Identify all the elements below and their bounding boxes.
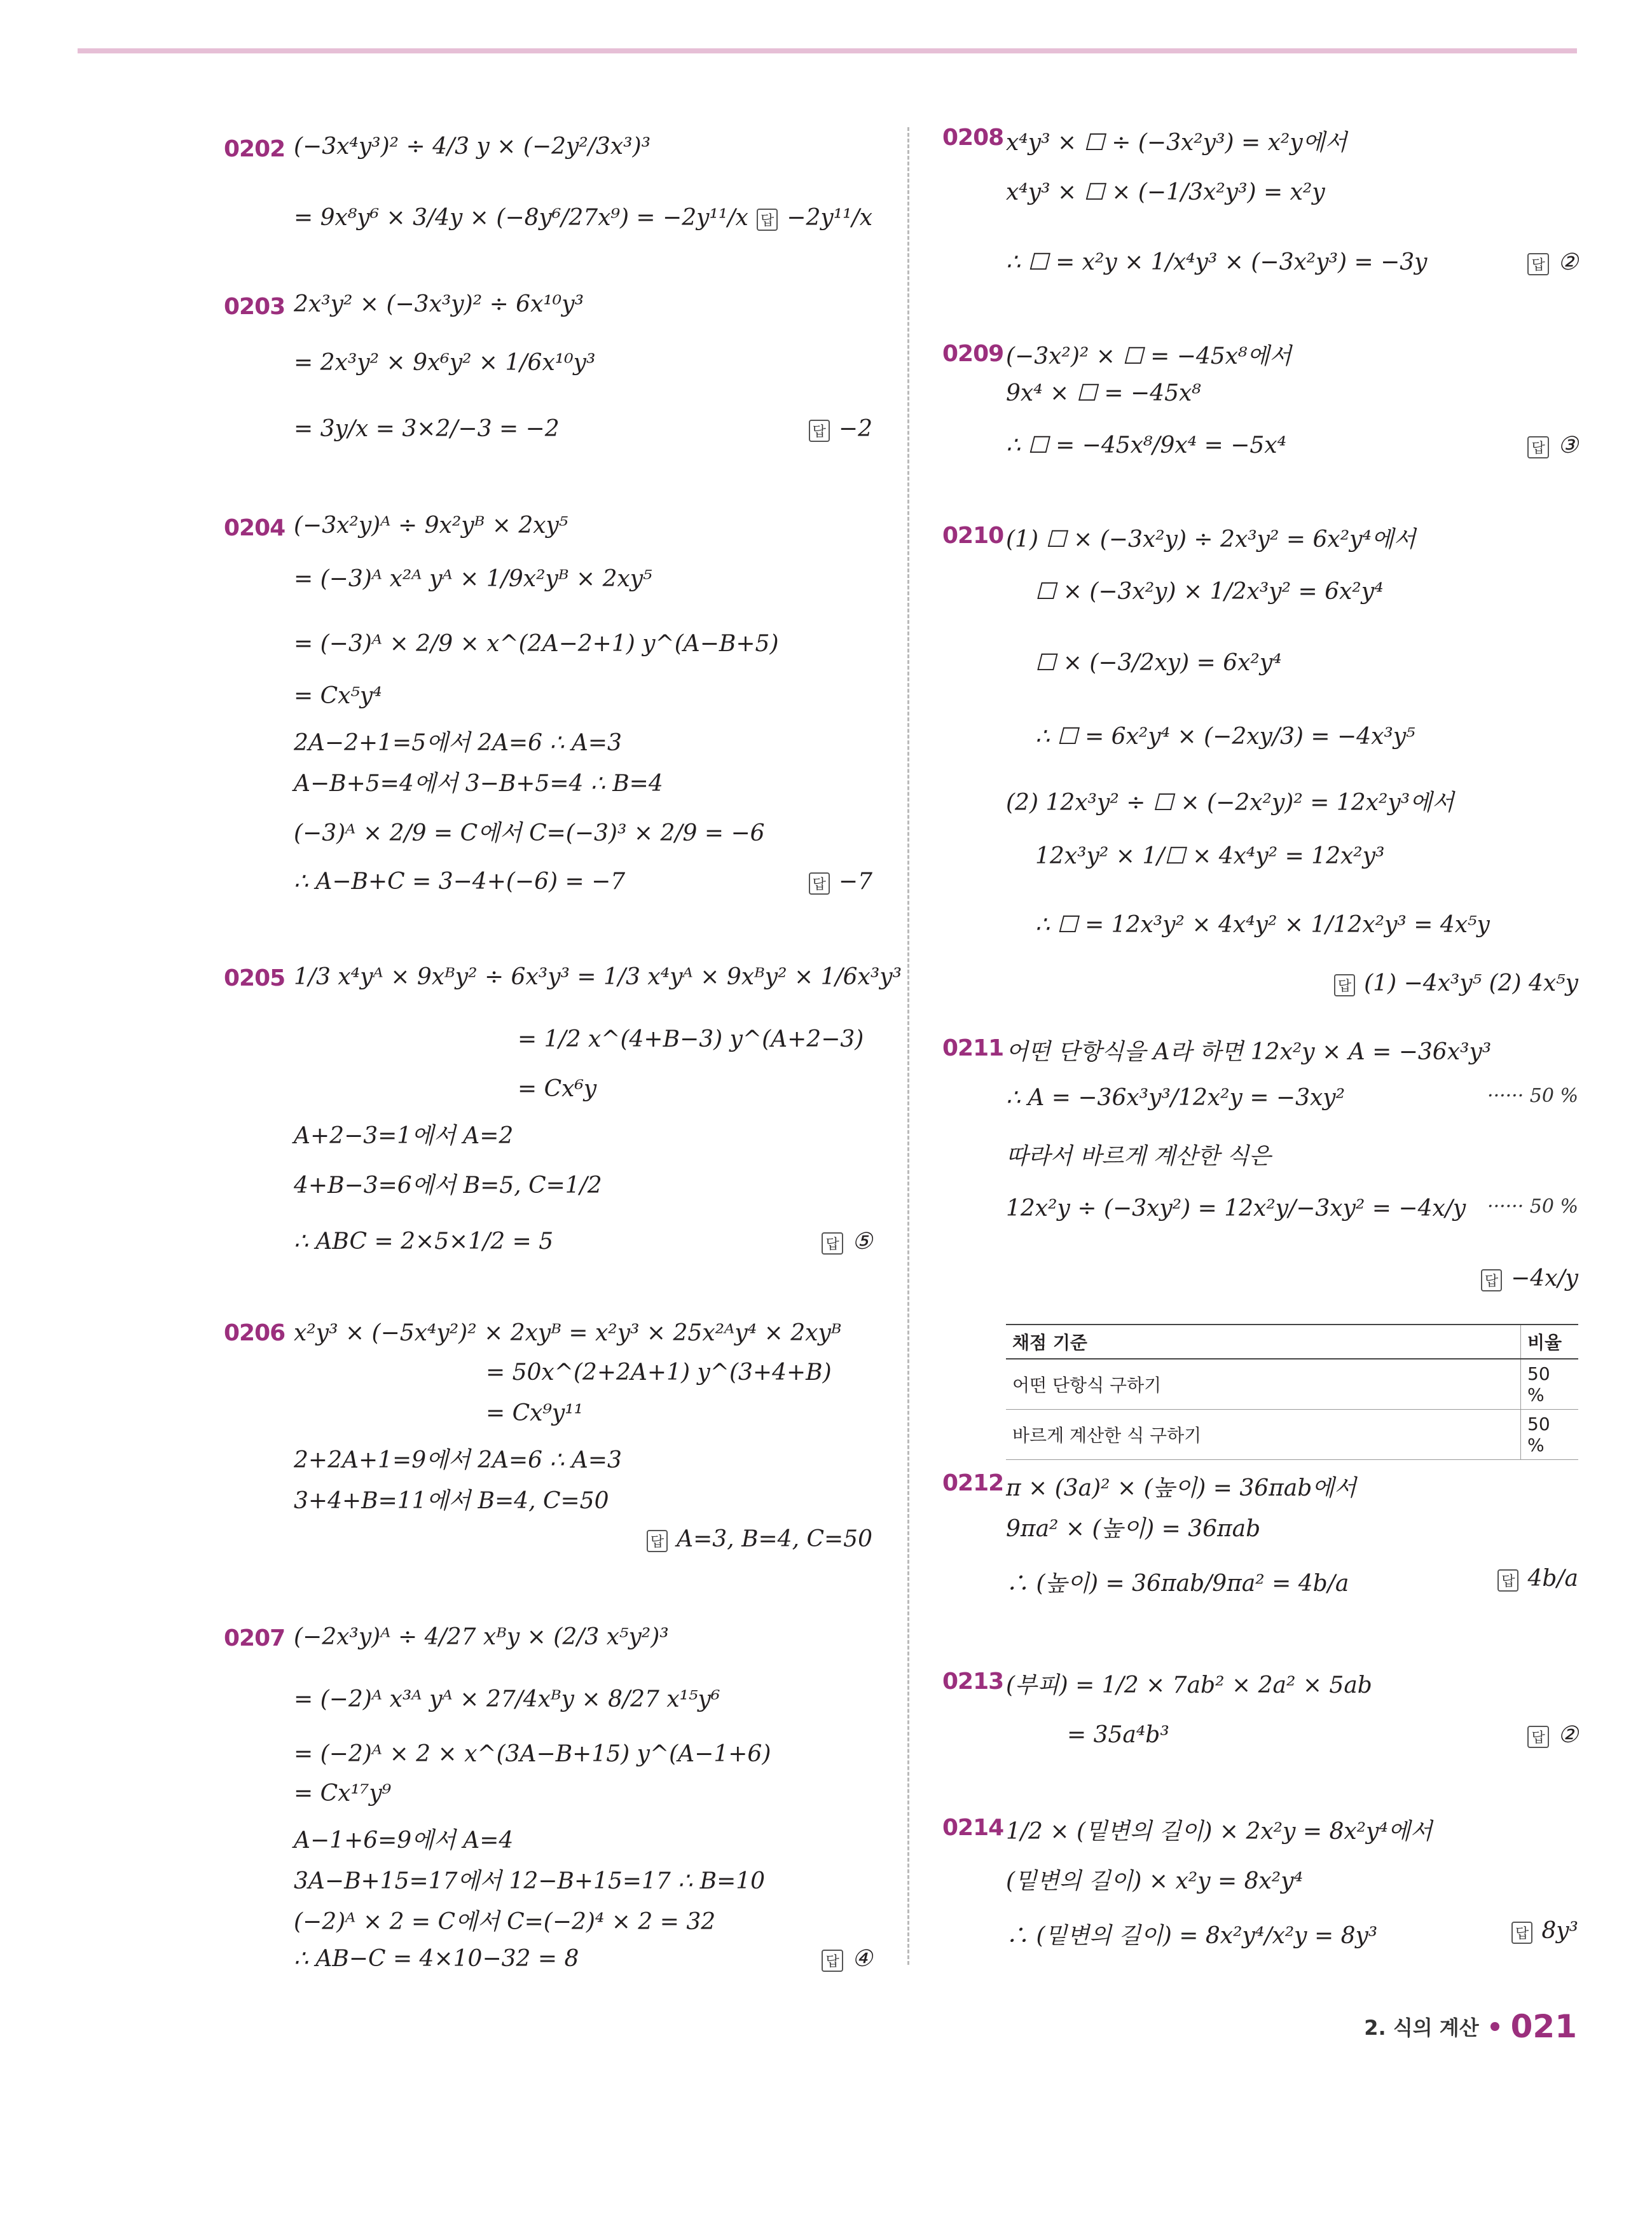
answer-value: (1) −4x³y⁵ (2) 4x⁵y [1364,970,1578,996]
answer [1527,1722,1578,1748]
solution-line: A−B+5=4에서 3−B+5=4 ∴ B=4 [294,771,663,797]
solution-line: 2+2A+1=9에서 2A=6 ∴ A=3 [294,1447,622,1473]
solution-line: = Cx⁹y¹¹ [486,1400,584,1426]
answer-tag: 답 [822,1232,843,1255]
problem-number: 0210 [942,523,1004,549]
grading-criteria: 바르게 계산한 식 구하기 [1006,1410,1521,1460]
solution-line: 9πa² × (높이) = 36πab [1006,1516,1261,1542]
answer-value: ④ [851,1946,872,1972]
problem-number: 0208 [942,125,1004,151]
problem-number: 0203 [224,294,286,320]
answer-value: A=3, B=4, C=50 [677,1526,872,1552]
solution-line: (−3x²y)ᴬ ÷ 9x²yᴮ × 2xy⁵ [294,513,568,539]
points-note: ······ 50 % [1487,1085,1578,1107]
grading-ratio: 50 % [1521,1359,1579,1410]
answer-value: 8y³ [1541,1918,1578,1944]
solution-line: 9x⁴ × ☐ = −45x⁸ [1006,380,1201,406]
solution-line: 1/2 × (밑변의 길이) × 2x²y = 8x²y⁴에서 [1006,1819,1433,1845]
solution-line: (부피) = 1/2 × 7ab² × 2a² × 5ab [1006,1672,1372,1698]
problem-number: 0214 [942,1815,1004,1841]
solution-line: (−2x³y)ᴬ ÷ 4/27 xᴮy × (2/3 x⁵y²)³ [294,1624,669,1650]
chapter-title: 2. 식의 계산 [1364,2016,1479,2040]
solution-line: (−3x²)² × ☐ = −45x⁸에서 [1006,343,1291,369]
answer-tag: 답 [809,420,830,442]
answer-value: ⑤ [851,1229,872,1255]
answer-tag: 답 [1497,1569,1518,1592]
solution-line: ∴ A = −36x³y³/12x²y = −3xy² [1006,1085,1346,1111]
solution-line: A+2−3=1에서 A=2 [294,1123,514,1149]
solution-line: = (−3)ᴬ × 2/9 × x^(2A−2+1) y^(A−B+5) [294,631,779,657]
solution-line: = (−2)ᴬ x³ᴬ yᴬ × 27/4xᴮy × 8/27 x¹⁵y⁶ [294,1686,720,1712]
solution-line: = (−3)ᴬ x²ᴬ yᴬ × 1/9x²yᴮ × 2xy⁵ [294,566,652,592]
solution-line: 12x²y ÷ (−3xy²) = 12x²y/−3xy² = −4x/y [1006,1195,1466,1222]
answer [809,416,872,442]
page-number: 021 [1510,2008,1577,2045]
answer-value: ② [1557,1722,1578,1748]
answer-tag: 답 [1481,1269,1502,1291]
solution-line: (밑변의 길이) × x²y = 8x²y⁴ [1006,1868,1303,1894]
problem-number: 0211 [942,1035,1004,1061]
solution-line: (−3x⁴y³)² ÷ 4/3 y × (−2y²/3x³)³ [294,134,651,160]
solution-line: (−3)ᴬ × 2/9 = C에서 C=(−3)³ × 2/9 = −6 [294,820,765,846]
problem-0212 [942,1470,1578,1623]
column-divider [907,127,909,1965]
solution-line: = Cx⁶y [518,1076,597,1102]
problem-0205 [224,951,902,1269]
problem-number: 0212 [942,1470,1004,1496]
problem-0213 [942,1663,1578,1778]
problem-0214 [942,1810,1578,1962]
grading-row [1006,1359,1578,1410]
problem-number: 0207 [224,1625,286,1651]
points-note: ······ 50 % [1487,1195,1578,1218]
solution-line: x⁴y³ × ☐ ÷ (−3x²y³) = x²y에서 [1006,130,1347,156]
answer-value: −2y¹¹/x [787,205,872,231]
solution-line: = 3y/x = 3×2/−3 = −2 [294,416,560,442]
problem-0208 [942,125,1578,303]
solution-line: 1/3 x⁴yᴬ × 9xᴮy² ÷ 6x³y³ = 1/3 x⁴yᴬ × 9xᴮy² × 1/6x³y³ [294,964,902,990]
answer [1334,970,1578,996]
problem-number: 0206 [224,1320,286,1346]
answer-value: −4x/y [1511,1265,1578,1291]
answer [1497,1566,1578,1592]
solution-line: = 9x⁸y⁶ × 3/4y × (−8y⁶/27x⁹) = −2y¹¹/x [294,205,748,231]
grading-row [1006,1410,1578,1460]
solution-line: 2A−2+1=5에서 2A=6 ∴ A=3 [294,730,622,756]
solution-line: = 2x³y² × 9x⁶y² × 1/6x¹⁰y³ [294,350,596,376]
answer [1527,249,1578,275]
page-footer [1364,2008,1577,2045]
grading-header-ratio: 비율 [1521,1325,1579,1359]
answer [809,869,872,895]
problem-number: 0213 [942,1669,1004,1695]
solution-line: 2x³y² × (−3x³y)² ÷ 6x¹⁰y³ [294,291,584,317]
solution-line: 3+4+B=11에서 B=4, C=50 [294,1488,609,1514]
answer-tag: 답 [757,209,778,231]
solution-line: 어떤 단항식을 A라 하면 12x²y × A = −36x³y³ [1006,1039,1492,1065]
solution-line: = 1/2 x^(4+B−3) y^(A+2−3) [518,1026,864,1052]
answer-value: 4b/a [1527,1566,1578,1592]
solution-line: ∴ A−B+C = 3−4+(−6) = −7 [294,869,626,895]
solution-line: = (−2)ᴬ × 2 × x^(3A−B+15) y^(A−1+6) [294,1741,771,1767]
answer [1511,1918,1578,1944]
bullet-dot [1490,2022,1499,2031]
solution-line: ☐ × (−3/2xy) = 6x²y⁴ [1035,650,1282,676]
answer [822,1946,872,1972]
solution-line: 12x³y² × 1/☐ × 4x⁴y² = 12x²y³ [1035,843,1385,869]
answer-tag: 답 [647,1530,668,1552]
answer-value: −7 [838,869,872,895]
grading-ratio: 50 % [1521,1410,1579,1460]
problem-0207 [224,1611,872,1993]
answer [757,205,872,231]
grading-header-criteria: 채점 기준 [1006,1325,1521,1359]
problem-0203 [224,291,872,482]
answer-tag: 답 [1527,1726,1548,1748]
grading-criteria: 어떤 단항식 구하기 [1006,1359,1521,1410]
solution-line: = Cx¹⁷y⁹ [294,1780,392,1807]
solution-line: = Cx⁵y⁴ [294,683,382,709]
answer-tag: 답 [809,872,830,895]
solution-line: ∴ ☐ = x²y × 1/x⁴y³ × (−3x²y³) = −3y [1006,249,1428,275]
problem-number: 0204 [224,515,286,541]
problem-0204 [224,513,872,907]
solution-line: x²y³ × (−5x⁴y²)² × 2xyᴮ = x²y³ × 25x²ᴬy⁴ × 2xyᴮ [294,1320,842,1346]
answer-tag: 답 [1334,974,1355,996]
grading-header [1006,1325,1578,1359]
answer [647,1526,872,1552]
answer [1527,432,1578,458]
answer-tag: 답 [822,1950,843,1972]
problem-0206 [224,1320,872,1587]
answer-tag: 답 [1527,436,1548,458]
answer-value: −2 [838,416,872,442]
solution-line: ∴ (높이) = 36πab/9πa² = 4b/a [1006,1571,1349,1597]
solution-line: ∴ ☐ = 12x³y² × 4x⁴y² × 1/12x²y³ = 4x⁵y [1035,912,1490,938]
solution-line: 따라서 바르게 계산한 식은 [1006,1143,1271,1169]
solution-line: π × (3a)² × (높이) = 36πab에서 [1006,1475,1356,1501]
solution-line: ∴ ABC = 2×5×1/2 = 5 [294,1229,554,1255]
solution-line: = 35a⁴b³ [1067,1722,1169,1748]
grading-table [1006,1324,1578,1460]
problem-0211 [942,1034,1578,1456]
solution-line: ☐ × (−3x²y) × 1/2x³y² = 6x²y⁴ [1035,579,1384,605]
answer-value: ③ [1557,432,1578,458]
answer-tag: 답 [1527,253,1548,275]
problem-0202 [224,125,872,252]
solution-line: 4+B−3=6에서 B=5, C=1/2 [294,1173,602,1199]
solution-line: ∴ AB−C = 4×10−32 = 8 [294,1946,579,1972]
solution-line: (1) ☐ × (−3x²y) ÷ 2x³y² = 6x²y⁴에서 [1006,527,1416,553]
solution-line: ∴ ☐ = 6x²y⁴ × (−2xy/3) = −4x³y⁵ [1035,724,1415,750]
problem-number: 0209 [942,341,1004,367]
problem-number: 0202 [224,136,286,162]
top-accent-bar [78,48,1577,53]
answer [1481,1265,1578,1291]
solution-line: A−1+6=9에서 A=4 [294,1827,514,1854]
solution-line: 3A−B+15=17에서 12−B+15=17 ∴ B=10 [294,1868,766,1894]
solution-line: ∴ (밑변의 길이) = 8x²y⁴/x²y = 8y³ [1006,1923,1378,1949]
solution-line: (−2)ᴬ × 2 = C에서 C=(−2)⁴ × 2 = 32 [294,1909,716,1935]
solution-line: x⁴y³ × ☐ × (−1/3x²y³) = x²y [1006,179,1325,205]
answer [822,1229,872,1255]
answer-value: ② [1557,249,1578,275]
solution-line: (2) 12x³y² ÷ ☐ × (−2x²y)² = 12x²y³에서 [1006,790,1454,816]
problem-0209 [942,338,1578,478]
solution-line: = 50x^(2+2A+1) y^(3+4+B) [486,1359,832,1386]
solution-line: ∴ ☐ = −45x⁸/9x⁴ = −5x⁴ [1006,432,1286,458]
answer-tag: 답 [1511,1922,1532,1944]
problem-number: 0205 [224,965,286,991]
problem-0210 [942,521,1578,1005]
left-column [224,125,902,1972]
